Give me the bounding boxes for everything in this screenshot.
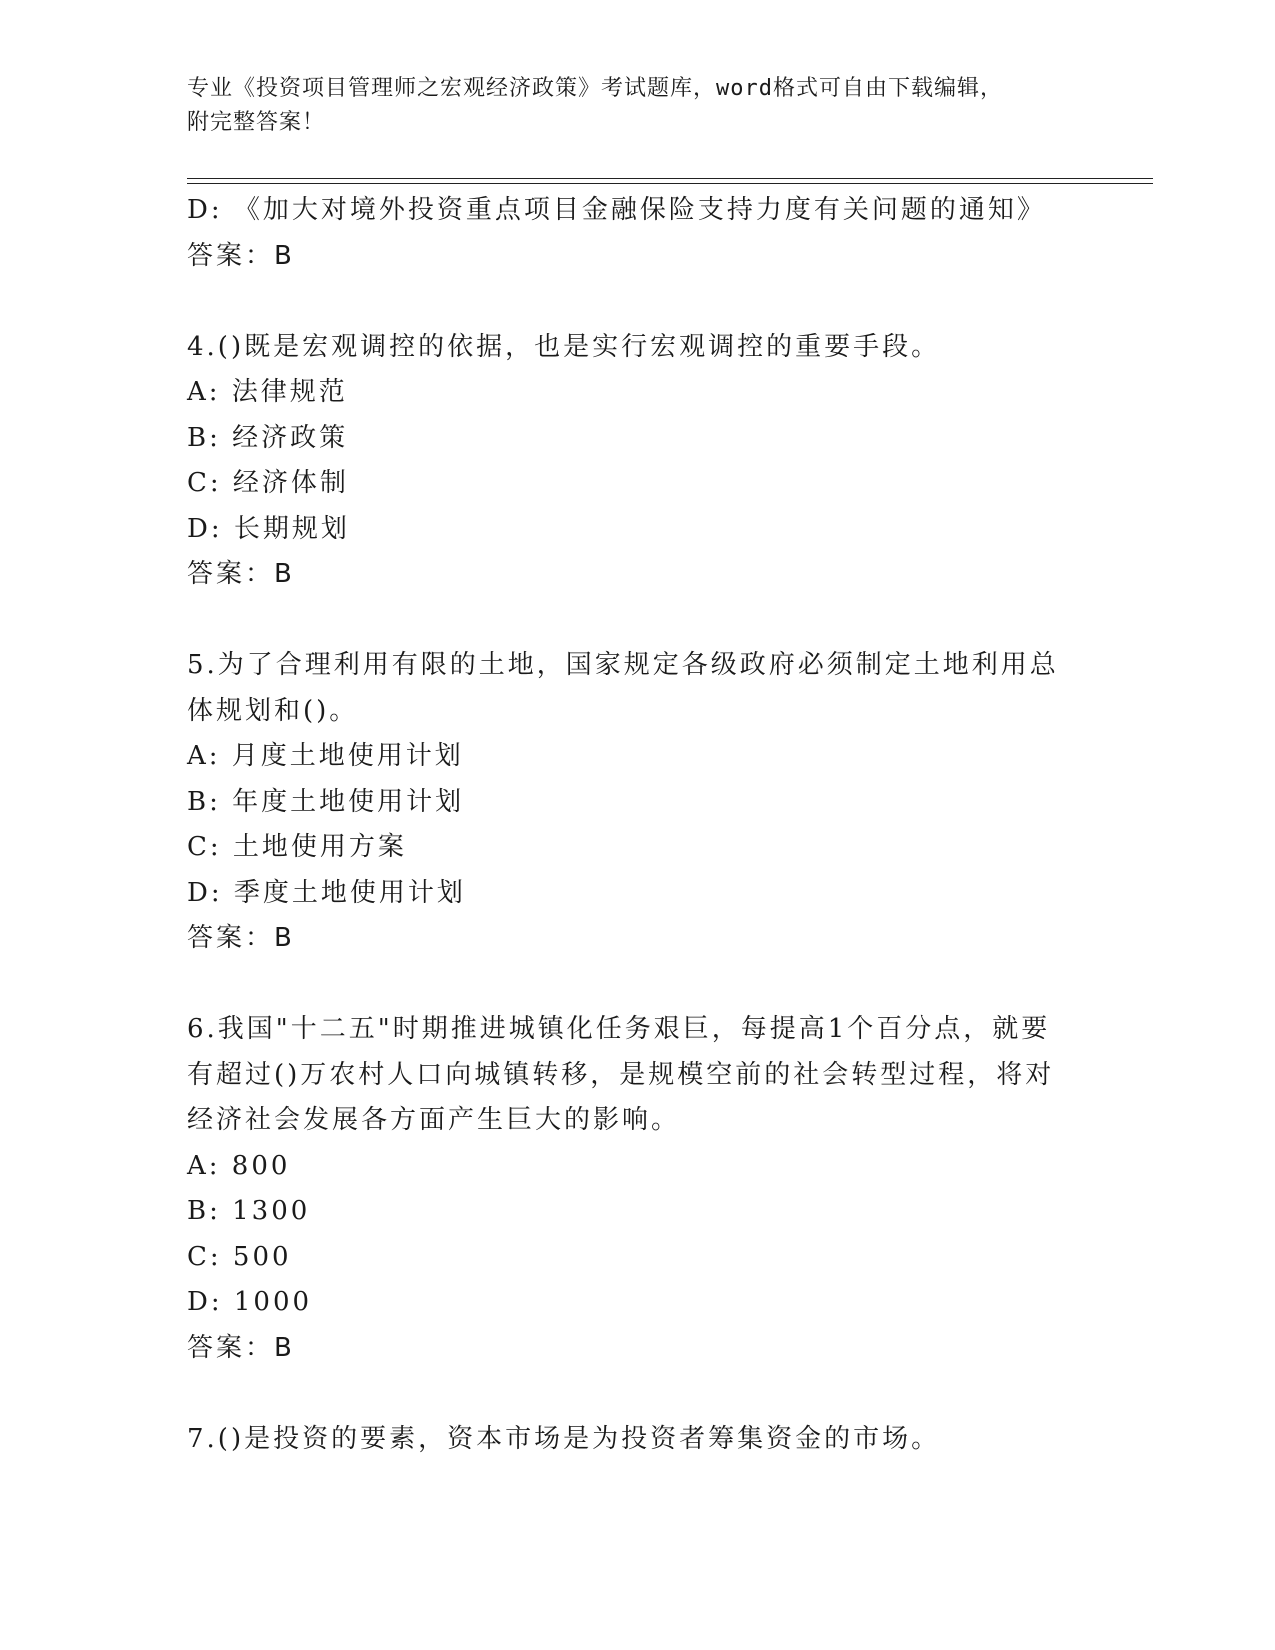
answer-line: 答案：B (187, 240, 295, 271)
question-4 (187, 325, 1067, 598)
option-b: B: 年度土地使用计划 (187, 786, 465, 817)
question-stem-line-2: 体规划和()。 (187, 695, 359, 726)
answer-line: 答案：B (187, 559, 295, 589)
option-b: B: 经济政策 (187, 422, 349, 453)
option-d: D: 长期规划 (187, 513, 350, 544)
header-line-1: 专业《投资项目管理师之宏观经济政策》考试题库，word格式可自由下载编辑， (187, 76, 1003, 101)
question-stem: 7.()是投资的要素，资本市场是为投资者筹集资金的市场。 (187, 1423, 941, 1454)
header-divider-bottom (187, 183, 1153, 184)
option-a: A: 800 (187, 1150, 291, 1181)
question-stem-line-1: 6.我国"十二五"时期推进城镇化任务艰巨，每提高1个百分点，就要 (187, 1014, 1051, 1044)
option-b: B: 1300 (187, 1196, 311, 1226)
option-c: C: 500 (187, 1241, 292, 1272)
answer-line: 答案：B (187, 923, 295, 953)
header-line-2: 附完整答案！ (187, 110, 326, 135)
option-d: D: 1000 (187, 1287, 313, 1317)
prev-question-tail (187, 188, 1067, 279)
answer-line: 答案：B (187, 1332, 295, 1363)
header-divider-top (187, 178, 1153, 179)
option-c: C: 经济体制 (187, 468, 349, 498)
option-a: A: 月度土地使用计划 (187, 741, 464, 771)
question-stem-line-1: 5.为了合理利用有限的土地，国家规定各级政府必须制定土地利用总 (187, 650, 1059, 680)
question-6 (187, 1007, 1067, 1371)
question-stem-line-2: 有超过()万农村人口向城镇转移，是规模空前的社会转型过程，将对 (187, 1059, 1055, 1090)
question-list (187, 188, 1067, 1462)
option-c: C: 土地使用方案 (187, 832, 407, 862)
question-5 (187, 643, 1067, 962)
option-a: A: 法律规范 (187, 377, 348, 407)
question-7 (187, 1417, 1067, 1463)
option-d: D: 季度土地使用计划 (187, 877, 466, 908)
option-d: D: 《加大对境外投资重点项目金融保险支持力度有关问题的通知》 (187, 195, 1046, 225)
question-stem: 4.()既是宏观调控的依据，也是实行宏观调控的重要手段。 (187, 331, 941, 362)
document-header (187, 72, 1087, 140)
question-stem-line-3: 经济社会发展各方面产生巨大的影响。 (187, 1105, 681, 1135)
